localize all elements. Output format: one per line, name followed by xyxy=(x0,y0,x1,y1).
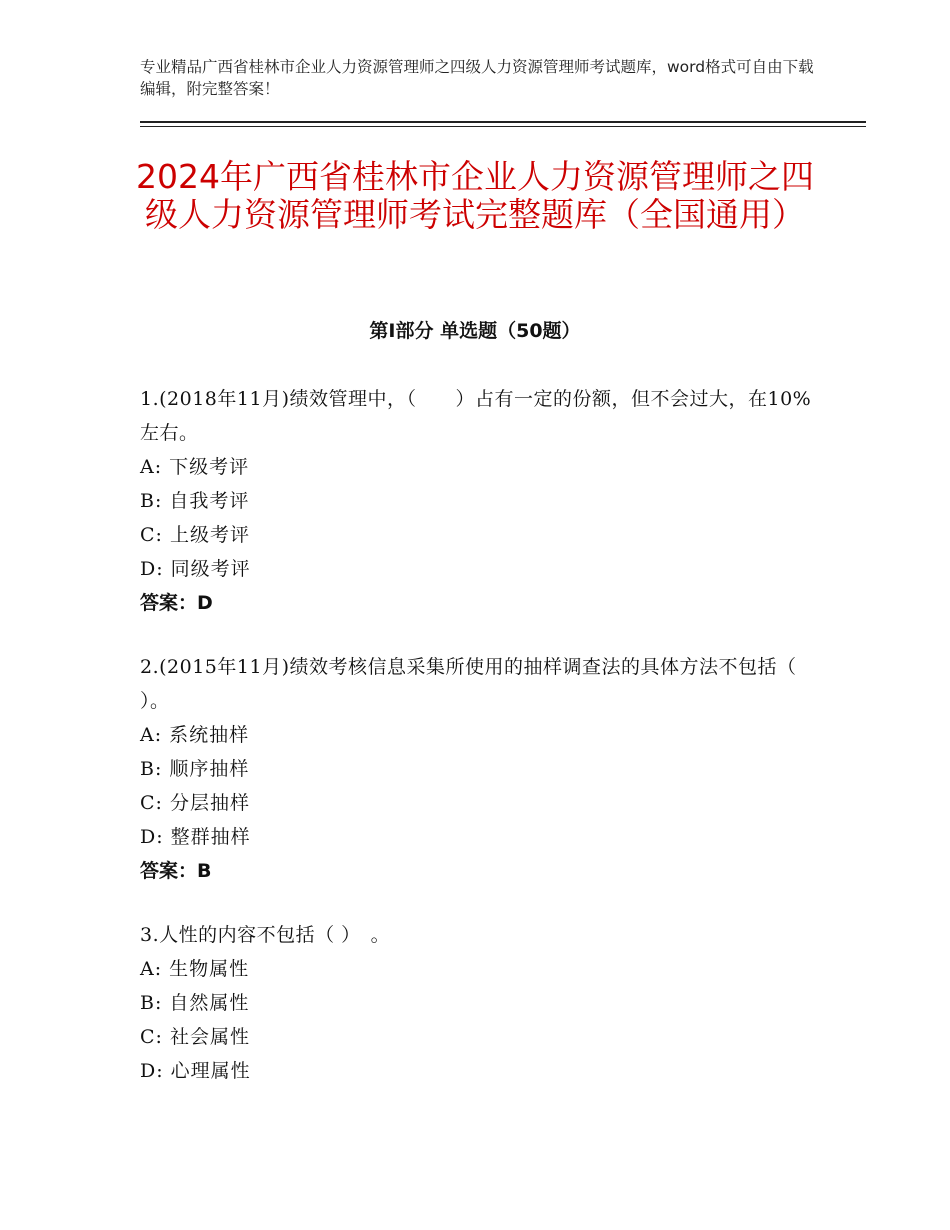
answer: 答案：B xyxy=(140,860,212,882)
option-d: D: 整群抽样 xyxy=(140,826,251,848)
option-c: C: 社会属性 xyxy=(140,1026,250,1048)
option-b: B: 自然属性 xyxy=(140,992,250,1014)
option-a: A: 系统抽样 xyxy=(140,724,250,746)
header-rule-thick xyxy=(140,121,866,123)
option-d: D: 心理属性 xyxy=(140,1060,251,1082)
question-list xyxy=(140,382,820,1118)
question-2 xyxy=(140,650,820,888)
option-b: B: 自我考评 xyxy=(140,490,250,512)
question-3 xyxy=(140,918,820,1088)
option-c: C: 上级考评 xyxy=(140,524,250,546)
answer: 答案：D xyxy=(140,592,213,614)
option-a: A: 下级考评 xyxy=(140,456,250,478)
option-a: A: 生物属性 xyxy=(140,958,250,980)
question-stem: 3.人性的内容不包括（ ） 。 xyxy=(140,924,391,946)
question-stem: 2.(2015年11月)绩效考核信息采集所使用的抽样调查法的具体方法不包括（ ）。 xyxy=(140,656,797,712)
option-b: B: 顺序抽样 xyxy=(140,758,250,780)
option-d: D: 同级考评 xyxy=(140,558,251,580)
section-title: 第Ⅰ部分 单选题（50题） xyxy=(369,320,581,342)
header-note: 专业精品广西省桂林市企业人力资源管理师之四级人力资源管理师考试题库，word格式可自由下载编辑，附完整答案！ xyxy=(140,58,814,98)
header-rule-thin xyxy=(140,126,866,127)
option-c: C: 分层抽样 xyxy=(140,792,250,814)
question-1 xyxy=(140,382,820,620)
question-stem: 1.(2018年11月)绩效管理中，（ ）占有一定的份额，但不会过大，在10%左右。 xyxy=(140,388,812,444)
document-title: 2024年广西省桂林市企业人力资源管理师之四级人力资源管理师考试完整题库（全国通用） xyxy=(136,157,814,234)
